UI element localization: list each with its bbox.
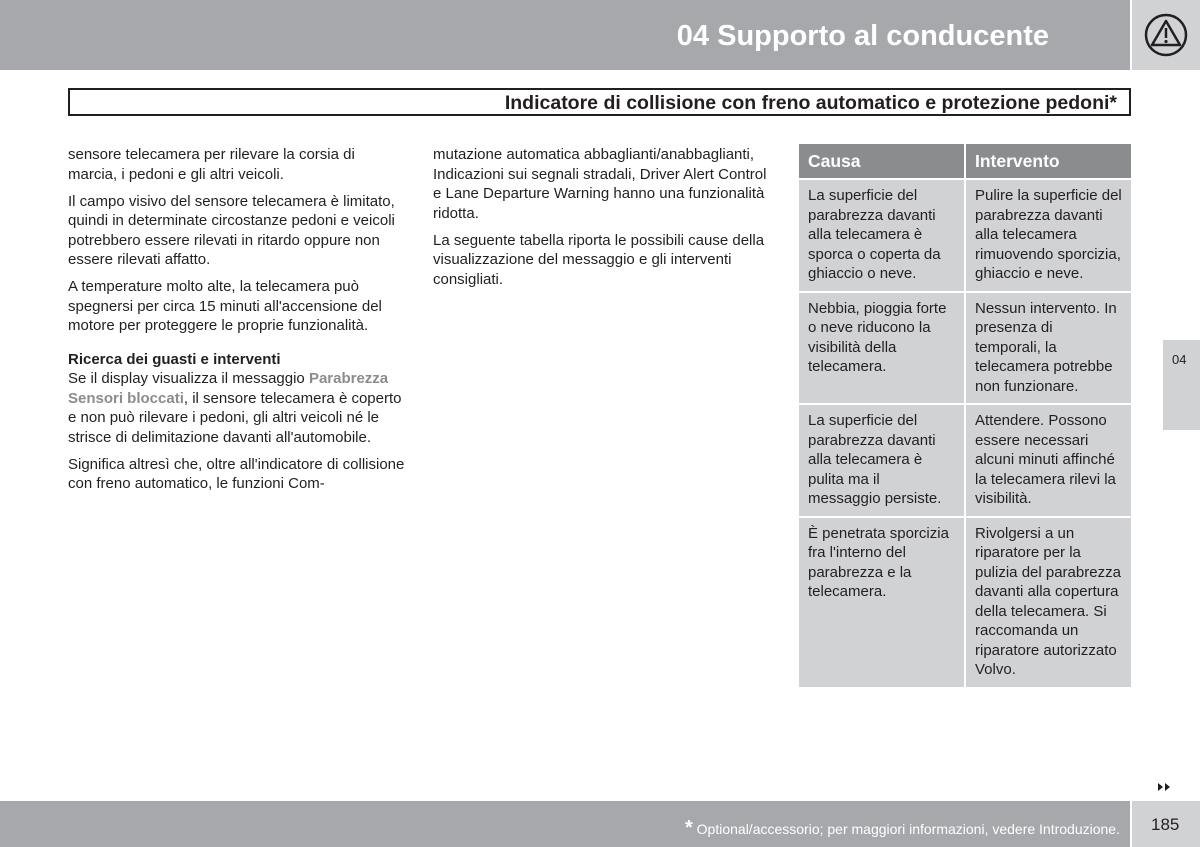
next-page-arrows[interactable] bbox=[1157, 779, 1173, 797]
text-span: , il sensore telecamera è coperto e non può rilevare i pedoni, gli altri veicoli né le strisce di delimitazione davanti all'automobile. bbox=[68, 389, 402, 446]
paragraph: mutazione automatica abbaglianti/anabbaglianti, Indicazioni sui segnali stradali, Driver Alert Control e Lane Departure Warning hanno una funzionalità ridotta. bbox=[433, 146, 767, 222]
table-row bbox=[799, 293, 1131, 404]
table-header-intervento: Intervento bbox=[966, 144, 1131, 178]
footer-bar bbox=[0, 801, 1130, 847]
double-chevron-right-icon bbox=[1157, 782, 1173, 792]
footnote-text: Optional/accessorio; per maggiori informazioni, vedere Introduzione. bbox=[696, 821, 1120, 837]
table-cell-cause: La superficie del parabrezza davanti alla telecamera è sporca o coperta da ghiaccio o neve. bbox=[799, 180, 964, 291]
paragraph: Significa altresì che, oltre all'indicatore di collisione con freno automatico, le funzioni Com- bbox=[68, 455, 405, 492]
page-number: 185 bbox=[1151, 815, 1180, 834]
table-cell-cause: Nebbia, pioggia forte o neve riducono la visibilità della telecamera. bbox=[799, 293, 964, 404]
text-span: Se il display visualizza il messaggio bbox=[68, 370, 309, 387]
chapter-title: 04 Supporto al conducente bbox=[676, 20, 1049, 52]
paragraph: sensore telecamera per rilevare la corsia di marcia, i pedoni e gli altri veicoli. bbox=[68, 146, 355, 183]
chapter-side-tab[interactable] bbox=[1163, 340, 1200, 430]
footnote-star: * bbox=[684, 817, 693, 839]
section-title: Indicatore di collisione con freno automatico e protezione pedoni* bbox=[504, 92, 1117, 114]
paragraph: La seguente tabella riporta le possibili cause della visualizzazione del messaggio e gli interventi consigliati. bbox=[433, 231, 765, 288]
table-cell-action: Nessun intervento. In presenza di temporali, la telecamera potrebbe non funzionare. bbox=[966, 293, 1131, 404]
text-column-2 bbox=[433, 145, 778, 297]
table-cell-action: Pulire la superficie del parabrezza davanti alla telecamera rimuovendo sporcizia, ghiaccio e neve. bbox=[966, 180, 1131, 291]
footnote bbox=[685, 817, 1120, 840]
display-message-highlight: Parabrezza Sensori bloccati bbox=[68, 370, 389, 407]
warning-triangle-icon bbox=[1142, 13, 1190, 57]
paragraph-message bbox=[68, 369, 408, 447]
table-cell-cause: È penetrata sporcizia fra l'interno del parabrezza e la telecamera. bbox=[799, 518, 964, 687]
chapter-side-tab-label: 04 bbox=[1172, 352, 1187, 367]
table-cell-action: Rivolgersi a un riparatore per la pulizia del parabrezza davanti alla copertura della telecamera. Si raccomanda un riparatore autorizzato Volvo. bbox=[966, 518, 1131, 687]
troubleshooting-table bbox=[799, 144, 1131, 687]
table-row bbox=[799, 405, 1131, 516]
paragraph: Il campo visivo del sensore telecamera è limitato, quindi in determinate circostanze pedoni e veicoli potrebbero essere rilevati in ritardo oppure non essere rilevati affatto. bbox=[68, 192, 395, 268]
table-row bbox=[799, 518, 1131, 687]
text-column-1 bbox=[68, 145, 408, 501]
table-cell-cause: La superficie del parabrezza davanti alla telecamera è pulita ma il messaggio persiste. bbox=[799, 405, 964, 516]
header-icon-box bbox=[1132, 0, 1200, 70]
table-row bbox=[799, 180, 1131, 291]
table-cell-action: Attendere. Possono essere necessari alcuni minuti affinché la telecamera rilevi la visibilità. bbox=[966, 405, 1131, 516]
paragraph: A temperature molto alte, la telecamera può spegnersi per circa 15 minuti all'accensione del motore per proteggere le proprie funzionalità. bbox=[68, 278, 382, 334]
table-header-causa: Causa bbox=[799, 144, 964, 178]
header-bar bbox=[0, 0, 1130, 70]
subheading: Ricerca dei guasti e interventi bbox=[68, 350, 281, 368]
section-title-box bbox=[68, 88, 1131, 116]
page-number-box bbox=[1132, 801, 1200, 847]
table-header-row bbox=[799, 144, 1131, 178]
